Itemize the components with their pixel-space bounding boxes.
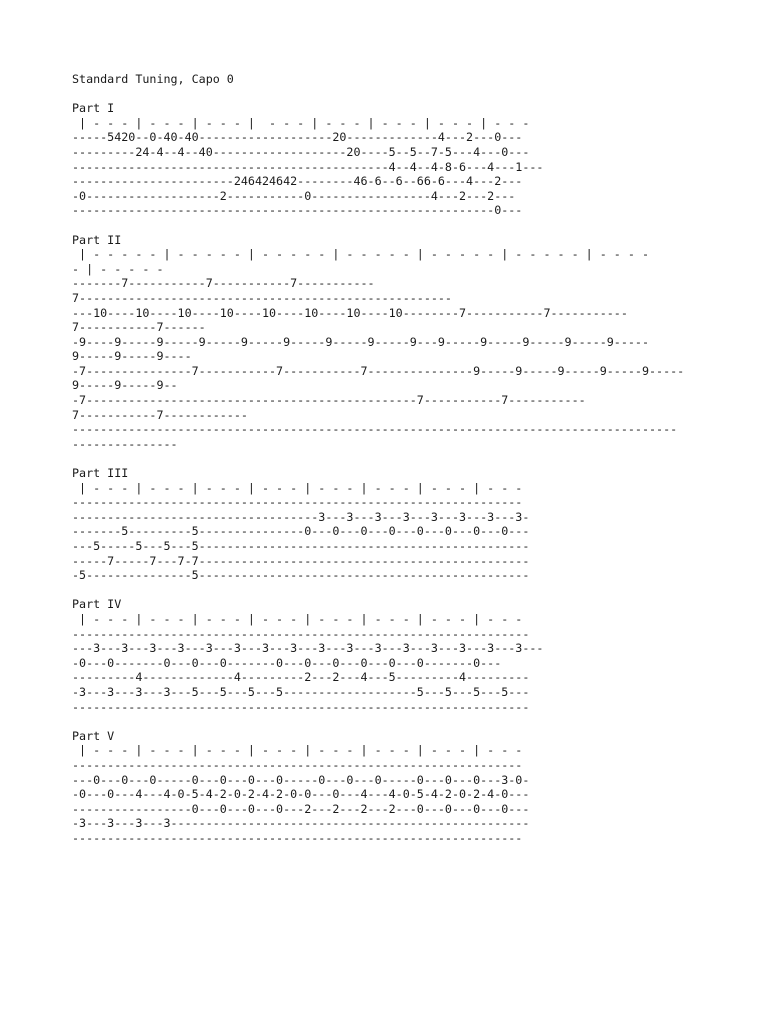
measure-ruler: | - - - | - - - | - - - | - - - | - - - | - - - | - - - | - - - bbox=[72, 743, 523, 758]
tab-section bbox=[72, 729, 712, 846]
tab-line: -0-------------------2-----------0-----------------4---2---2--- bbox=[72, 188, 516, 203]
tab-line: -------------------------------------------------------------------------------------- bbox=[72, 422, 678, 437]
tab-line: ----------------------------------------------------------------- bbox=[72, 626, 530, 641]
tab-line: ---------------------------------------------------------------- bbox=[72, 757, 523, 772]
tab-line: -----7-----7---7-7----------------------------------------------- bbox=[72, 553, 530, 568]
tab-line: -----5420--0-40-40-------------------20-------------4---2---0--- bbox=[72, 130, 523, 145]
tab-line: ----------------------------------------------------------------- bbox=[72, 699, 530, 714]
tab-line: -----------------0---0---0---0---2---2---2---2---0---0---0---0--- bbox=[72, 801, 530, 816]
tab-line: -9----9-----9-----9-----9-----9-----9-----9-----9---9-----9-----9-----9-----9----- bbox=[72, 334, 649, 349]
tab-line: -0---0---4---4-0-5-4-2-0-2-4-2-0-0---0---4---4-0-5-4-2-0-2-4-0--- bbox=[72, 787, 530, 802]
tab-line: 7-----------7------------ bbox=[72, 407, 248, 422]
measure-ruler: | - - - - - | - - - - - | - - - - - | - - - - - | - - - - - | - - - - - | - - - - bbox=[72, 247, 649, 262]
tab-line: ------------------------------------------------------------0--- bbox=[72, 203, 523, 218]
tab-section bbox=[72, 233, 712, 452]
section-title: Part II bbox=[72, 232, 122, 247]
section-title: Part III bbox=[72, 466, 129, 481]
tab-line: -------5---------5---------------0---0---0---0---0---0---0---0--- bbox=[72, 524, 530, 539]
tab-document bbox=[72, 72, 712, 845]
tab-line: ---10----10----10----10----10----10----10----10--------7-----------7----------- bbox=[72, 305, 628, 320]
tab-line: -0---0-------0---0---0-------0---0---0---0---0---0-------0--- bbox=[72, 655, 502, 670]
tab-line: -----------------------246424642--------46-6--6--66-6---4---2--- bbox=[72, 174, 523, 189]
tab-line: ---------4-------------4---------2---2---4---5---------4--------- bbox=[72, 670, 530, 685]
measure-ruler: | - - - | - - - | - - - | - - - | - - - | - - - | - - - | - - - bbox=[72, 480, 523, 495]
tab-line: -7-----------------------------------------------7-----------7----------- bbox=[72, 393, 586, 408]
tab-line: 9-----9-----9-- bbox=[72, 378, 178, 393]
tab-line: -----------------------------------3---3---3---3---3---3---3---3- bbox=[72, 509, 530, 524]
measure-ruler: | - - - | - - - | - - - | - - - | - - - | - - - | - - - | - - - bbox=[72, 115, 530, 130]
tab-line: - | - - - - - bbox=[72, 261, 164, 276]
spacer bbox=[72, 451, 712, 466]
spacer bbox=[72, 714, 712, 729]
tab-line: ---------------------------------------------4--4--4-8-6---4---1--- bbox=[72, 159, 544, 174]
tab-line: ---5-----5---5---5----------------------------------------------- bbox=[72, 539, 530, 553]
tab-section bbox=[72, 597, 712, 714]
tab-section bbox=[72, 101, 712, 218]
tab-line: --------------- bbox=[72, 436, 178, 451]
tab-line: ---------------------------------------------------------------- bbox=[72, 830, 523, 845]
spacer bbox=[72, 583, 712, 598]
tab-line: 9-----9-----9---- bbox=[72, 349, 192, 364]
tab-line: ---0---0---0-----0---0---0---0-----0---0---0-----0---0---0---3-0- bbox=[72, 772, 530, 787]
tab-line: 7----------------------------------------------------- bbox=[72, 290, 452, 305]
tab-line: -7---------------7-----------7-----------7---------------9-----9-----9-----9-----9----- bbox=[72, 363, 685, 378]
measure-ruler: | - - - | - - - | - - - | - - - | - - - | - - - | - - - | - - - bbox=[72, 611, 523, 626]
section-title: Part IV bbox=[72, 597, 122, 612]
tab-line: 7-----------7------ bbox=[72, 320, 206, 335]
tab-line: -------7-----------7-----------7----------- bbox=[72, 276, 375, 291]
tuning-header: Standard Tuning, Capo 0 bbox=[72, 72, 234, 86]
spacer bbox=[72, 87, 712, 102]
tab-line: ---------------------------------------------------------------- bbox=[72, 495, 523, 510]
spacer bbox=[72, 218, 712, 233]
tab-line: -3---3---3---3---5---5---5---5-------------------5---5---5---5--- bbox=[72, 684, 530, 699]
tab-line: ---3---3---3---3---3---3---3---3---3---3---3---3---3---3---3---3--- bbox=[72, 641, 544, 656]
section-title: Part I bbox=[72, 101, 115, 116]
tab-line: -3---3---3---3--------------------------------------------------- bbox=[72, 816, 530, 831]
tab-line: ---------24-4--4--40-------------------20----5--5--7-5---4---0--- bbox=[72, 144, 530, 159]
tab-section bbox=[72, 466, 712, 583]
tab-line: -5---------------5----------------------------------------------- bbox=[72, 568, 530, 583]
tab-sections bbox=[72, 101, 712, 845]
section-title: Part V bbox=[72, 728, 115, 743]
